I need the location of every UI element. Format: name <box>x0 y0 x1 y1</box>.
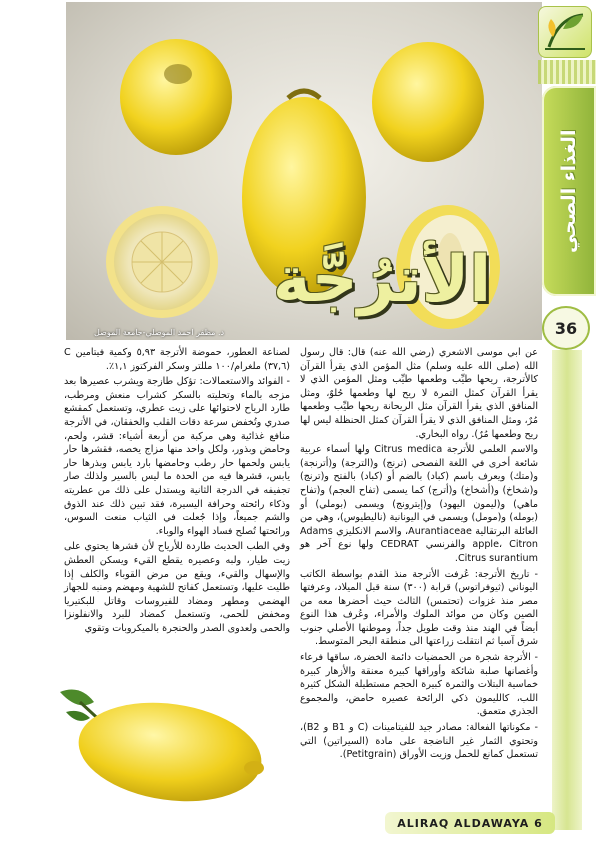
paragraph: وفي الطب الحديث طاردة للأرياح لأن قشرها يحتوي على زيت طيار، ولبه وعصيره يقطع القيء ويسكن العطش والإسهال والقيء، ويقع من مرض القوباء والكلف إذا طليت عليها، وتستعمل كفاتح للشهية ومهضم ومنبه للجهاز الهضمي ومطهر ومضاد للفيروسات وقاتل للبكتيريا ومخفض للحمى، وتستعمل كمضاد للبرد والانفلونزا والحمى ولعدوى الصدر والحنجرة بالميكروبات وتقوي <box>64 541 290 634</box>
page-number: 36 <box>542 306 590 350</box>
sidebar-rail <box>552 350 582 830</box>
citron-image <box>40 672 270 812</box>
photo-credit: د. مظفر احمد الموصلي-جامعة الموصل <box>94 328 225 337</box>
magazine-logo <box>538 6 592 58</box>
leaf-logo-icon <box>539 7 591 57</box>
paragraph: - الأترجة شجرة من الحمضيات دائمة الخضرة، ساقها فرعاء وأغصانها صلبة شائكة وأوراقها كبيرة معنقة والأزهار كبيرة خماسية البتلات والثمرة كبيرة الحجم مستطيلة الشكل كثيرة اللب، كالليمون ذكي الرائحة عصيره حامض، والمجموع الجذري متعمق. <box>300 652 538 718</box>
paragraph: والاسم العلمي للأترجة Citrus medica ولها أسماء عربية شائعة أخرى في اللغة الفصحى (ترنج) و(الترجة) و(أترنجة) و(متك) ويعرف باسم (كباد) بالضم أو (كباد) بالفتح و(ترنج) و(شخاخ) و(أشخاخ) و(أترج) كما يسمى (تفاح العجم) و(تفاح ماهي) و(ليمون اليهود) و(إيترونج) ويسمى (بوملي) أو (بومله) و(مومل) ويسمى في اليونانية (ناليطيوس)، وهي من العائلة البرتقالية Aurantiaceae، والاسم الانكليزي Adams apple، Citron والفرنسي CEDRAT ولها نوع آخر هو Citrus surantium. <box>300 444 539 564</box>
paragraph: - الفوائد والاستعمالات: تؤكل طازجة ويشرب عصيرها بعد مزجه بالماء وتحليته بالسكر كشراب منعش ومرطب، طارد الرياح لاحتوائها على زيت عطري، وتستعمل كمقشع صدري وتُخفض سرعة دقات القلب والخفقان، في الأترجة منافع غذائية وهي مركبة من أربعة أشياء: قشر، ولحم، وحامض وبذور، ولكل واحد منها مزاج يخصه، فقشرها حار يابس ولحمها حار رطب وحامضها بارد يابس وبذرها حار يابس، قشرها فيه من الحدة ما ليس بالسير ولذلك صار تجفيفه في الدرجة الثانية ويستدل على ذلك من عطريته وذكاء رائحته وحرافة اليسيرة، فقد تبين ذلك عند الذوق والشم جميعاً، وإذا جُعلت في الثياب منعت السوس، ورائحتها تُصلح فساد الهواء والوباء. <box>64 376 290 537</box>
paragraph: - تاريخ الأترجة: عُرفت الأترجة منذ القدم بواسطة الكاتب اليوناني (ثيوفراتوس) قرابة (٣٠٠) سنة قبل الميلاد، وعرفتها مصر منذ غزوات (تحتمس) الثالث حيث أحضرها معه من الصين وكان من موائد الملوك والأمراء، وعُرف هذا النوع أيضاً في الهند منذ وقت طويل جداً، وموطنها الأصلي جنوب شرق آسيا ثم انتقلت زراعتها الى منطقة البحر المتوسط. <box>300 568 538 648</box>
sidebar-stripes <box>538 60 596 84</box>
paragraph: لصناعة العطور، حموضة الأترجة ٥,٩٣ وكمية فيتامين C (٣٧,٦) ملغرام/١٠٠ مللتر وسكر الفركتوز ١,١٪. <box>64 347 290 372</box>
paragraph: عن ابي موسى الاشعري (رضي الله عنه) قال: قال رسول الله (صلى الله عليه وسلم) مثل المؤمن الذي يقرأ القرآن كالأترجة، ريحها طيِّب وطعمها طيِّب ومثل المؤمن الذي لا يقرأ القرآن كمثل التمرة لا ريح لها وطعمها حُلوٌ، ومثل المنافق الذي يقرأ القرآن مثل الريحانة ريحها طيِّب وطعمها مُرٌ، ومثل المنافق الذي لا يقرأ القرآن كمثل الحنظلة ليس لها ريح وطعمها مُرٌ). رواه البخاري. <box>300 347 538 440</box>
citron-illustration <box>40 672 270 812</box>
text-column-left <box>64 346 290 672</box>
paragraph: - مكوناتها الفعالة: مصادر جيد للفيتامينات (C و B1 و B2)، وتحتوي الثمار غير الناضجة على مادة (السيراتين) التي تستعمل كمانع للحمل وزيت الأوراق (Petitgrain). <box>300 722 539 761</box>
text-column-right <box>300 346 538 806</box>
article-title: الأترُجَّة <box>272 243 492 317</box>
right-sidebar <box>538 0 596 842</box>
footer-label: ALIRAQ ALDAWAYA 6 <box>385 812 555 834</box>
section-title: الغذاء الصحي <box>558 129 580 253</box>
